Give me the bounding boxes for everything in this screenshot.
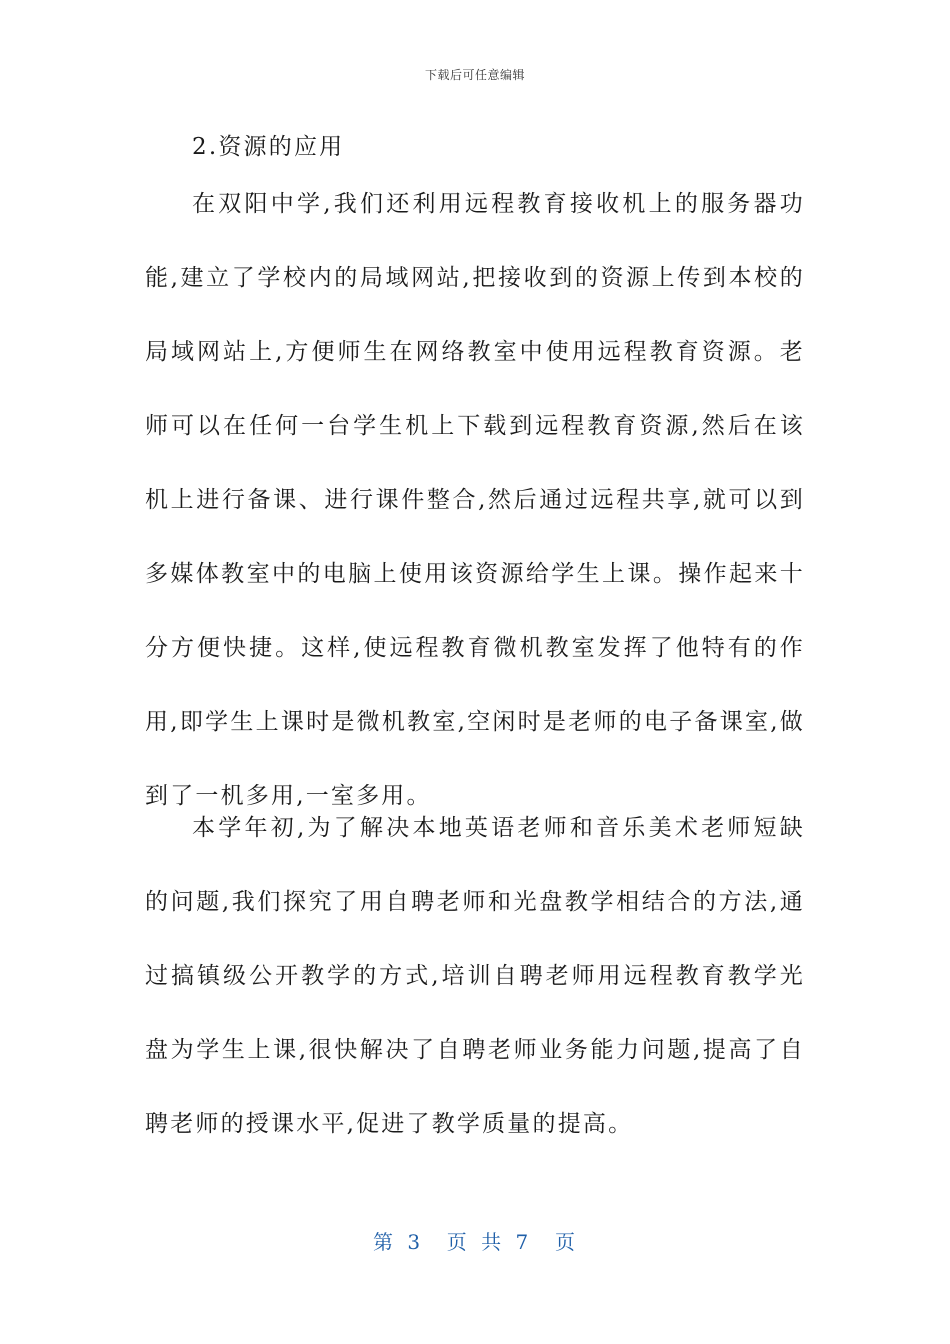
- page-number-label: 第 3 页 共 7 页: [373, 1230, 577, 1254]
- page-number: [0, 1226, 950, 1255]
- paragraph-1: 在双阳中学,我们还利用远程教育接收机上的服务器功能,建立了学校内的局域网站,把接收到的资源上传到本校的局域网站上,方便师生在网络教室中使用远程教育资源。老师可以在任何一台学生机上下载到远程教育资源,然后在该机上进行备课、进行课件整合,然后通过远程共享,就可以到多媒体教室中的电脑上使用该资源给学生上课。操作起来十分方便快捷。这样,使远程教育微机教室发挥了他特有的作用,即学生上课时是微机教室,空闲时是老师的电子备课室,做到了一机多用,一室多用。: [145, 191, 805, 809]
- download-note: 下载后可任意编辑: [424, 68, 525, 82]
- paragraph-2: 本学年初,为了解决本地英语老师和音乐美术老师短缺的问题,我们探究了用自聘老师和光盘教学相结合的方法,通过搞镇级公开教学的方式,培训自聘老师用远程教育教学光盘为学生上课,很快解决了自聘老师业务能力问题,提高了自聘老师的授课水平,促进了教学质量的提高。: [145, 815, 805, 1137]
- section-heading: 2.资源的应用: [192, 134, 345, 160]
